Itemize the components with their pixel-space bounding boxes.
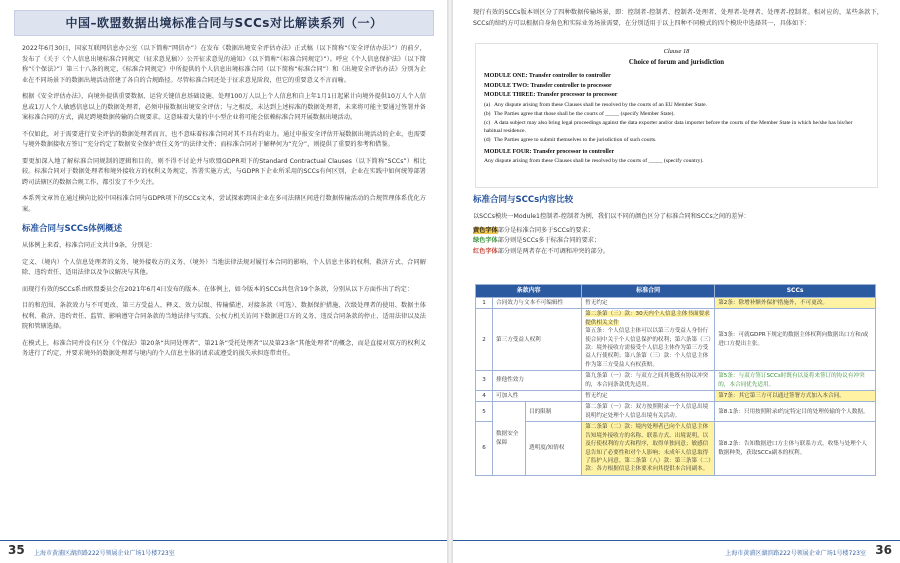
table-row: 5 数据安全保障 目的限制 第二条第（一）款：双方按照附录一个人信息出境说明约定处理个人信息出境有关活动。 第8.1条：只用按照附录I约定特定目的处理传输的个人数据。: [476, 402, 876, 422]
table-header-row: [476, 285, 876, 298]
left-body: [22, 44, 426, 366]
paragraph: 定义、（境内）个人信息处理者的义务、境外接收方的义务、（境外）当地法律法规对履行本合同的影响、个人信息主体的权利、救济方式、合同解除、违约责任、适用法律以及争议解决与其他。: [22, 258, 426, 276]
paragraph: 目的和范围、条款效力与不可更改、第三方受益人、释义、效力层级、传输描述、对接条款（可选）、数据保护措施、次级处理者的使用、数据主体权利、救济、违约责任、监管、影响遵守合同条款的当地法律与实践、公权力机关访问下数据进口方的义务、违反合同条款的停止、适用法律以及法院和管辖选择。: [22, 302, 426, 330]
footer-address: 上海市黄浦区湖滨路222号领展企业广场1号楼723室: [725, 550, 866, 557]
page-number: 35: [8, 543, 25, 557]
legend-yellow: 黄色字体部分是标准合同多于SCCs的要求；: [473, 226, 594, 234]
paragraph: 要更加深入地了解标准合同规制的逻辑和目的，则不得不讨论并与欧盟GDPR项下的Standard Contractual Clauses（以下简称“SCCs”）相比较。标准合同对于数据处理者和境外接收方的权利义务规定、答署实施方式，与GDPR下企业所采用的SCCs有何区别，企业在实践中如何统筹部署跨司法辖区的数据合规工作，都引发了不少关注。: [22, 157, 426, 186]
left-footer: [0, 540, 447, 563]
paragraph: 以SCCs模块一Module1控制者-控制者为例，我们以不同的颜色区分了标准合同和SCCs之间的差异：: [473, 213, 750, 220]
table-row: 3 排他性效力 第九条第（一）款：与双方之间其他既有协议冲突的，本合同条款优先适用。 第5条：与双方签订SCCs时既有以及将来签订的协议有冲突的，本合同优先适用。: [476, 371, 876, 391]
module-line: MODULE TWO: Transfer controller to processor: [484, 82, 612, 89]
right-footer: [453, 540, 900, 563]
page-number: 36: [875, 543, 892, 557]
right-page: [453, 0, 900, 563]
section-heading: 标准合同与SCCs内容比较: [473, 195, 574, 205]
footer-address: 上海市黄浦区湖滨路222号领展企业广场1号楼723室: [34, 550, 175, 557]
module-line: MODULE ONE: Transfer controller to controller: [484, 73, 611, 79]
paragraph: 不仅如此，对于需要进行安全评估的数据处理者而言，也不意味着标准合同对其不具有约束力。通过申报安全评估开展数据出境活动的企业，也需要与境外数据接收方签订“充分约定了数据安全保护责任义务”的法律文件；而标准合同对于解释何为“充分”，则提供了重要的参考和借鉴。: [22, 130, 426, 148]
paragraph: 从体例上来看，标准合同正文共计9条，分别是：: [22, 242, 156, 249]
legend-green: 绿色字体部分则是SCCs多于标准合同的要求；: [473, 237, 601, 244]
right-intro: [473, 8, 883, 29]
clause-title: Choice of forum and jurisdiction: [628, 59, 725, 66]
paragraph: 2022年6月30日，国家互联网信息办公室（以下简称“网信办”）在发布《数据出境安全评估办法》正式稿（以下简称“《安全评估办法》”）的前夕，发布了《关于〈个人信息出境标准合同规定（征求意见稿）〉公开征求意见的通知》（以下简称“《标准合同规定》”）。呼应《个人信息保护法》（以下简称“《个保法》”）第三十八条的规定，《标准合同规定》中所提供的个人信息出境标准合同（以下简称“标准合同”）和《出境安全评估办法》分别为企业在不同场景下的数据出境活动搭建了各自的合规路径。尽管标准合同还处于征求意见阶段，但它的重要意义不言而喻。: [22, 45, 426, 84]
left-page: [0, 0, 447, 563]
clause-item: Any dispute arising from these Clauses shall be resolved by the courts of _____ (specify country).: [484, 158, 704, 164]
table-row: 1 合同效力与文本不可编辑性 暂无约定 第2条：除增补额外保护措施外，不可更改。: [476, 298, 876, 309]
comparison-table: [475, 284, 876, 476]
row-group: 数据安全保障: [493, 402, 526, 475]
paragraph: 而现行有效的SCCs系由欧盟委员会在2021年6月4日发布的版本。在体例上，如今版本的SCCs共包含19个条款，分别从以下方面作出了约定：: [22, 285, 414, 293]
compare-section: [473, 194, 883, 257]
table-row: 2 第三方受益人权利 第二条第（三）款：30天内个人信息主体书面要求提供相关文件 第五条：个人信息主体可以以第三方受益人身份行使合同中关于个人信息保护的权利；第六条第（三）款：境外接收方需接受个人信息主体作为第三方受益人行使权利；第八条第（三）款：个人信息主体作为第三方受益人有权获赔。 第3条：可就GDPR下规定的数据主体权利向数据出口方和/或进口方提出主张。: [476, 309, 876, 371]
paragraph: 现行有效的SCCs版本则区分了四种数据传输场景，即：控制者-控制者、控制者-处理者、处理者-处理者、处理者-控制者。相对应的，某些条款下，SCCs的缔约方可以根据自身角色和实际业务场景需要，在分别适用于以上四种不同模式的四个模块中选择其一，具体如下：: [473, 9, 883, 27]
table-row: 4 可加入性 暂无约定 第7条：其它第三方可以通过签署方式加入本合同。: [476, 391, 876, 402]
clause-item: (b) The Parties agree that those shall be the courts of _____ (specify Member State).: [484, 110, 675, 117]
paragraph: 在模式上，标准合同并没有区分《个保法》第20条“共同处理者”、第21条“受托处理者”以及第23条“其他处理者”的概念，而是直接对双方的权利义务进行了约定，并要求境外的数据处理者与境内的个人信息主体的请求或遵受的损失承担连带责任。: [22, 339, 426, 357]
clause-item: (d) The Parties agree to submit themselves to the jurisdiction of such courts.: [484, 136, 657, 143]
clause-excerpt: [475, 43, 878, 188]
paragraph: 根据《安全评估办法》，向境外提供重要数据、运营关键信息基础设施、处理100万人以上个人信息和自上年1月1日起累计向境外提供10万人个人信息或1万人个人敏感信息以上的数据处理者，必须申报数据出境安全评估；与之相反，未达到上述标准的数据处理者，未来将可能主要通过签署并备案标准合同的方式，满足跨境数据传输的合规要求。这意味着大量的中小型企业将可能会依赖标准合同开展数据出境活动。: [22, 93, 426, 121]
table-row: 6 透明度/知情权 第二条第（二）款：境内处理者已向个人信息主体告知境外接收方的名称、联系方式、出境说明，以及行使权利的方式和程序，取得单独同意；敏感信息告知了必要性和对个人影响；未成年人信息取得了监护人同意。第二条第（八）款：第三条第（二）款：各方根据信息主体要求向其提供本合同副本。 第8.2条：告知数据进口方主体与联系方式，收集与处理个人数据种类，获取SCCs副本的权利。: [476, 422, 876, 475]
title-band: [14, 10, 434, 36]
paragraph: 本系列文章旨在通过横向比较中国标准合同与GDPR项下的SCCs文本，尝试探索跨国企业在多司法辖区间进行数据传输活动的合规管理体系优化方案。: [22, 195, 426, 213]
column-header: 标准合同: [582, 285, 715, 298]
module-line: MODULE THREE: Transfer processor to processor: [484, 92, 618, 98]
clause-ref: Clause 18: [663, 48, 690, 55]
module-line: MODULE FOUR: Transfer processor to controller: [484, 148, 615, 155]
section-heading: 标准合同与SCCs体例概述: [22, 224, 123, 234]
clause-item: (c) A data subject may also bring legal proceedings against the data exporter and/or data importer before the courts of the Member State in which he/she has his/her habitual residence.: [484, 119, 853, 134]
clause-item: (a) Any dispute arising from these Clauses shall be resolved by the courts of an EU Member State.: [484, 101, 707, 108]
column-header: SCCs: [715, 285, 876, 298]
legend-red: 红色字体部分则是两者存在不可调和冲突的部分。: [473, 247, 610, 255]
column-header: 条款内容: [476, 285, 582, 298]
document-title: 中国–欧盟数据出境标准合同与SCCs对比解读系列（一）: [65, 16, 383, 30]
